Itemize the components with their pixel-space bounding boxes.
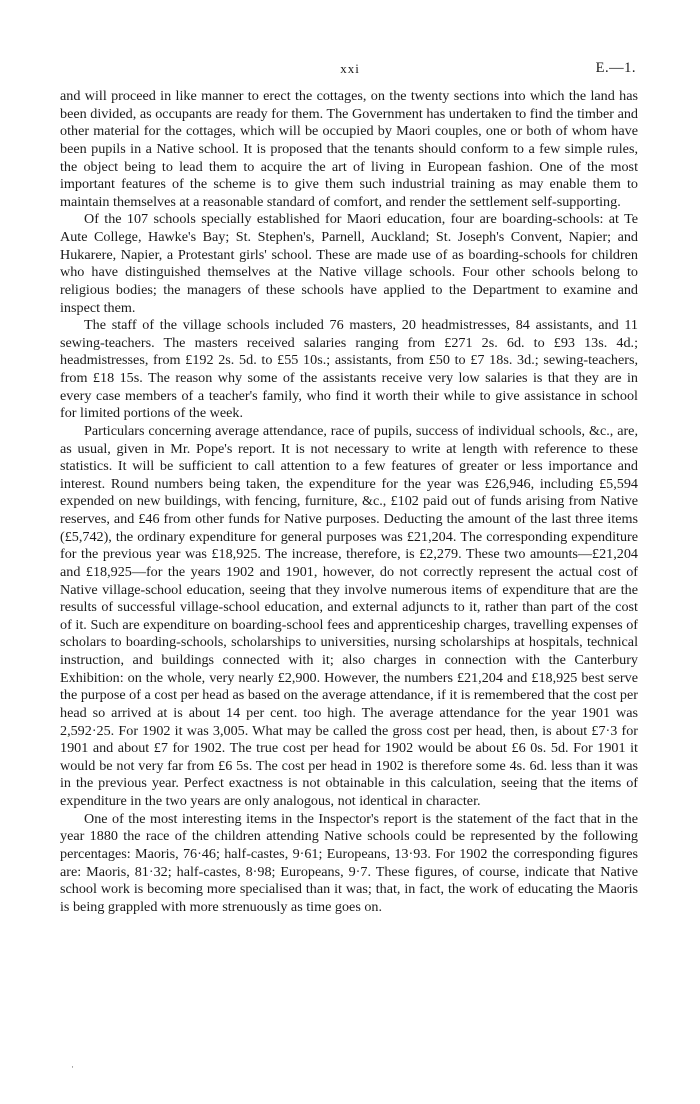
- paragraph-boarding-schools: Of the 107 schools specially established for Maori education, four are boarding-schools: at Te Aute College, Hawke's Bay; St. Stephen's, Parnell, Auckland; St. Joseph's Convent, Napier; and Hukarere, Napier, a Protestant girls' school. These are made use of as boarding-schools for children who have distinguished themselves at the Native village schools. Four other schools belong to religious bodies; the managers of these schools have applied to the Department to examine and inspect them.: [60, 211, 638, 316]
- paragraph-expenditure: Particulars concerning average attendance, race of pupils, success of individual schools, &c., are, as usual, given in Mr. Pope's report. It is not necessary to write at length with reference to these statistics. It will be sufficient to call attention to a few features of greater or less importance and interest. Round numbers being taken, the expenditure for the year was £26,946, including £5,594 expended on new buildings, with fencing, furniture, &c., £102 paid out of funds arising from Native reserves, and £46 from other funds for Native purposes. Deducting the amount of the last three items (£5,742), the ordinary expenditure for general purposes was £21,204. The corresponding expenditure for the previous year was £18,925. The increase, therefore, is £2,279. These two amounts—£21,204 and £18,925—for the years 1902 and 1901, however, do not correctly represent the actual cost of Native village-school education, seeing that they involve numerous items of expenditure that are the results of successful village-school education, and external adjuncts to it, rather than part of the cost of it. Such are expenditure on boarding-school fees and apprenticeship charges, travelling expenses of scholars to boarding-schools, scholarships to universities, nursing scholarships at hospitals, technical instruction, and buildings connected with it; also charges in connection with the Canterbury Exhibition: on the whole, very nearly £2,900. However, the numbers £21,204 and £18,925 best serve the purpose of a cost per head as based on the average attendance, if it is remembered that the cost per head so arrived at is about 14 per cent. too high. The average attendance for the year 1901 was 2,592·25. For 1902 it was 3,005. What may be called the gross cost per head, then, is about £7·3 for 1901 and about £7 for 1902. The true cost per head for 1902 would be about £6 0s. 5d. For 1901 it would be not very far from £6 5s. The cost per head in 1902 is therefore some 4s. 6d. less than it was in the previous year. Perfect exactness is not obtainable in this calculation, seeing that the items of expenditure in the two years are only analogous, not identical in character.: [60, 422, 638, 809]
- body-text: [60, 88, 638, 916]
- page-number: xxi: [340, 61, 360, 76]
- stray-ink-mark: ·: [71, 1062, 74, 1072]
- paragraph-cottage-scheme: and will proceed in like manner to erect the cottages, on the twenty sections into which the land has been divided, as occupants are ready for them. The Government has undertaken to find the timber and other material for the cottages, which will be occupied by Maori couples, one or both of whom have been pupils in a Native school. It is proposed that the tenants should conform to a few simple rules, the object being to lead them to acquire the art of living in European fashion. One of the most important features of the scheme is to give them such industrial training as may enable them to maintain themselves at a reasonable standard of comfort, and render the settlement self-supporting.: [60, 88, 638, 210]
- paragraph-race-percentages: One of the most interesting items in the Inspector's report is the statement of the fact that in the year 1880 the race of the children attending Native schools could be represented by the following percentages: Maoris, 76·46; half-castes, 9·61; Europeans, 13·93. For 1902 the corresponding figures are: Maoris, 81·32; half-castes, 8·98; Europeans, 9·7. These figures, of course, indicate that Native school work is becoming more specialised than it was; that, in fact, the work of educating the Maoris is being grappled with more strenuously as time goes on.: [60, 810, 638, 915]
- document-reference: E.—1.: [595, 60, 636, 76]
- paragraph-staff-salaries: The staff of the village schools included 76 masters, 20 headmistresses, 84 assistants, and 11 sewing-teachers. The masters received salaries ranging from £271 2s. 6d. to £93 13s. 4d.; headmistresses, from £192 2s. 5d. to £55 10s.; assistants, from £50 to £7 18s. 3d.; sewing-teachers, from £18 15s. The reason why some of the assistants receive very low salaries is that they are in every case members of a teacher's family, who find it worth their while to give assistance in school for limited portions of the week.: [60, 317, 638, 422]
